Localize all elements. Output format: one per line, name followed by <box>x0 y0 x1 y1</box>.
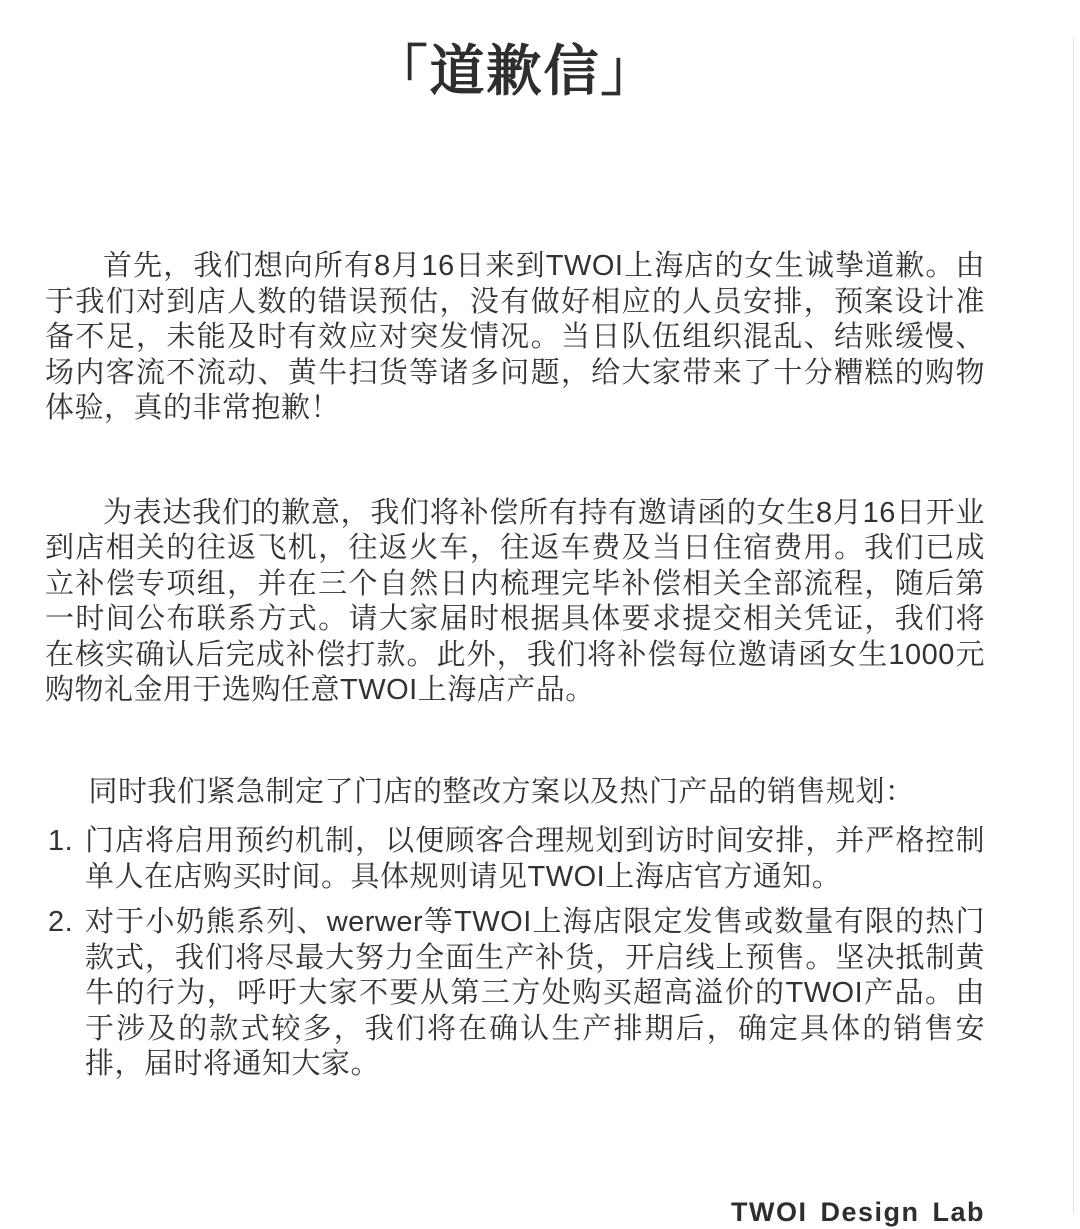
paragraph-apology: 首先，我们想向所有8月16日来到TWOI上海店的女生诚挚道歉。由于我们对到店人数的错误预估，没有做好相应的人员安排，预案设计准备不足，未能及时有效应对突发情况。当日队伍组织混乱、结账缓慢、场内客流不流动、黄牛扫货等诸多问题，给大家带来了十分糟糕的购物体验，真的非常抱歉！ <box>45 250 985 424</box>
list-item-number: 1. <box>48 825 74 857</box>
page-right-edge-line <box>1073 38 1074 1213</box>
list-item-reservation <box>45 824 985 895</box>
list-item-text: 对于小奶熊系列、werwer等TWOI上海店限定发售或数量有限的热门款式，我们将尽最大努力全面生产补货，开启线上预售。坚决抵制黄牛的行为，呼吁大家不要从第三方处购买超高溢价的TWOI产品。由于涉及的款式较多，我们将在确认生产排期后，确定具体的销售安排，届时将通知大家。 <box>85 906 985 1080</box>
paragraph-plan-intro: 同时我们紧急制定了门店的整改方案以及热门产品的销售规划： <box>88 775 915 808</box>
letter-content <box>0 38 1080 1229</box>
measures-list <box>45 824 985 1083</box>
list-item-number: 2. <box>48 906 74 938</box>
apology-letter-page <box>0 38 1080 1227</box>
signature: TWOI Design Lab <box>730 1196 985 1227</box>
list-item-restock <box>45 905 985 1083</box>
paragraph-compensation: 为表达我们的歉意，我们将补偿所有持有邀请函的女生8月16日开业到店相关的往返飞机，往返火车，往返车费及当日住宿费用。我们已成立补偿专项组，并在三个自然日内梳理完毕补偿相关全部流程，随后第一时间公布联系方式。请大家届时根据具体要求提交相关凭证，我们将在核实确认后完成补偿打款。此外，我们将补偿每位邀请函女生1000元购物礼金用于选购任意TWOI上海店产品。 <box>45 496 985 706</box>
page-title: 「道歉信」 <box>372 40 658 102</box>
list-item-text: 门店将启用预约机制，以便顾客合理规划到访时间安排，并严格控制单人在店购买时间。具体规则请见TWOI上海店官方通知。 <box>85 825 985 893</box>
